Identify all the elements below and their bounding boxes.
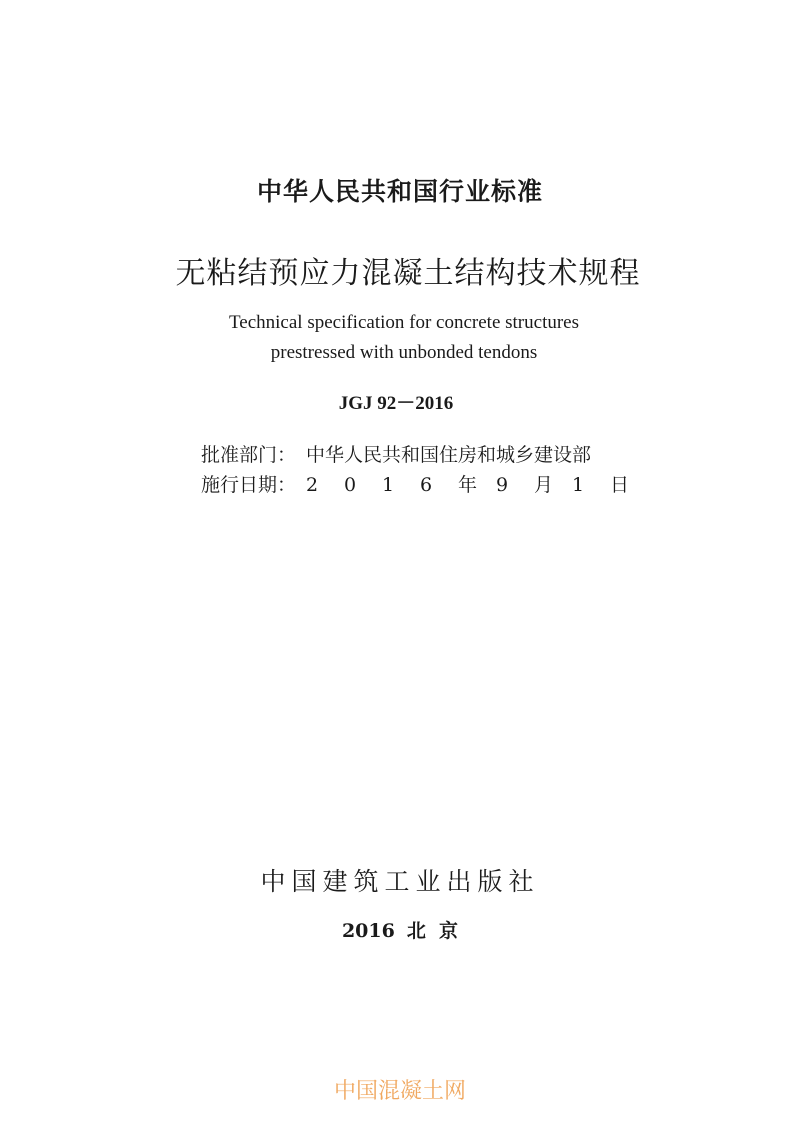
date-char: 年 <box>458 474 478 496</box>
date-char: 2 <box>306 474 319 496</box>
publication-year: 2016 <box>341 920 395 942</box>
date-char: 月 <box>534 474 554 496</box>
date-char: 1 <box>382 474 395 496</box>
approval-label: 批准部门： <box>201 444 297 466</box>
effective-date-value <box>306 474 648 496</box>
document-title-english-line-1: Technical specification for concrete structures <box>229 312 579 333</box>
date-char: 1 <box>572 474 585 496</box>
effective-date-label: 施行日期： <box>201 474 297 496</box>
date-char: 日 <box>610 474 630 496</box>
effective-date-line <box>201 470 648 497</box>
approval-line <box>201 440 591 467</box>
publication-city: 北 京 <box>406 920 459 942</box>
standard-code: JGJ 92－2016 <box>338 393 454 414</box>
standard-category: 中华人民共和国行业标准 <box>256 177 543 206</box>
publication-place <box>0 916 800 943</box>
date-char: 0 <box>344 474 357 496</box>
date-char: 6 <box>420 474 433 496</box>
document-title-chinese: 无粘结预应力混凝土结构技术规程 <box>175 256 641 291</box>
publisher: 中国建筑工业出版社 <box>260 867 540 896</box>
watermark: 中国混凝土网 <box>333 1079 466 1104</box>
date-char: 9 <box>496 474 509 496</box>
document-title-english-line-2: prestressed with unbonded tendons <box>270 342 538 363</box>
approval-value: 中华人民共和国住房和城乡建设部 <box>306 444 592 466</box>
